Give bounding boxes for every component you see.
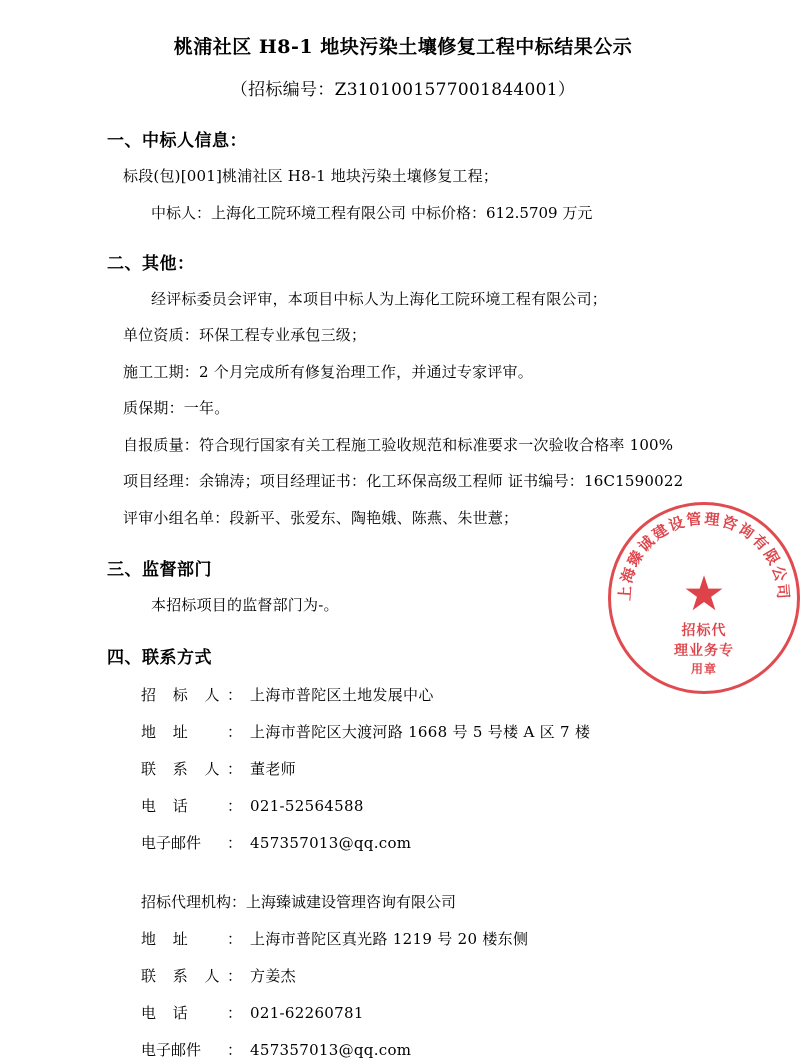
page-title: 桃浦社区 H8-1 地块污染土壤修复工程中标结果公示 (173, 36, 633, 58)
seal-line-3: 用章 (690, 662, 717, 676)
contact-label: 电子邮件 (141, 833, 202, 852)
lot-package-line: 标段(包)[001]桃浦社区 H8-1 地块污染土壤修复工程； (123, 167, 499, 185)
agency-row-email (141, 1039, 751, 1060)
agency-row-person (141, 965, 751, 986)
agency-row-phone (141, 1002, 751, 1023)
section-heading-supervision: 三、监督部门 (107, 560, 212, 580)
seal-star-icon: ★ (682, 566, 726, 622)
tender-number: （招标编号：Z3101001577001844001） (230, 80, 576, 100)
agency-separator: ： (227, 966, 243, 985)
agency-row-address (141, 928, 751, 949)
contact-value: 上海市普陀区土地发展中心 (250, 685, 434, 704)
other-line-3: 施工工期：2 个月完成所有修复治理工作，并通过专家评审。 (123, 362, 533, 381)
agency-separator: ： (227, 1003, 243, 1022)
other-line-7: 评审小组名单：段新平、张爱东、陶艳娥、陈燕、朱世薏； (123, 508, 519, 527)
agency-label: 联 系 人 (141, 966, 226, 985)
supervision-line: 本招标项目的监督部门为-。 (151, 596, 339, 614)
winner-label: 中标人： (151, 203, 212, 222)
contact-label: 地 址 (141, 722, 194, 741)
seal-line-2: 理业务专 (674, 643, 734, 659)
section-heading-contact: 四、联系方式 (107, 647, 212, 668)
agency-value: 021-62260781 (250, 1003, 364, 1022)
agency-separator: ： (227, 1040, 243, 1059)
agency-label: 地 址 (141, 929, 194, 948)
contact-separator: ： (227, 722, 243, 741)
contact-value: 021-52564588 (250, 796, 364, 815)
contact-row-person (141, 758, 751, 779)
price-value: 612.5709 万元 (486, 203, 593, 222)
contact-label: 电 话 (141, 796, 194, 815)
contact-separator: ： (227, 759, 243, 778)
contact-value: 上海市普陀区大渡河路 1668 号 5 号楼 A 区 7 楼 (250, 722, 591, 741)
price-label: 中标价格： (411, 203, 487, 222)
section-heading-winner: 一、中标人信息： (107, 131, 247, 151)
contact-row-email (141, 832, 751, 853)
contact-separator: ： (227, 685, 243, 704)
seal-arc-label: 上海臻诚建设管理咨询有限公司 (615, 509, 793, 602)
agency-value: 方姜杰 (250, 966, 296, 985)
contact-value: 董老师 (250, 759, 296, 778)
winner-value: 上海化工院环境工程有限公司 (211, 203, 407, 222)
agency-name-line: 招标代理机构：上海臻诚建设管理咨询有限公司 (141, 892, 457, 911)
contact-separator: ： (227, 833, 243, 852)
section-heading-other: 二、其他： (107, 253, 195, 274)
winner-price-row (151, 202, 751, 223)
contact-separator: ： (227, 796, 243, 815)
contact-value: 457357013@qq.com (250, 833, 412, 852)
winner-field (151, 202, 411, 223)
contact-row-address (141, 721, 751, 742)
agency-value: 上海市普陀区真光路 1219 号 20 楼东侧 (250, 929, 529, 948)
other-line-1: 经评标委员会评审，本项目中标人为上海化工院环境工程有限公司； (151, 289, 608, 308)
other-line-4: 质保期：一年。 (123, 399, 230, 417)
other-line-2: 单位资质：环保工程专业承包三级； (123, 326, 367, 344)
agency-contact-block (55, 891, 751, 1060)
agency-label: 电子邮件 (141, 1040, 202, 1059)
seal-line-1: 招标代 (681, 623, 727, 639)
contact-row-tenderer (141, 684, 751, 705)
contact-label: 招 标 人 (141, 685, 226, 704)
agency-label: 电 话 (141, 1003, 194, 1022)
agency-value: 457357013@qq.com (250, 1040, 412, 1059)
other-line-5: 自报质量：符合现行国家有关工程施工验收规范和标准要求一次验收合格率 100% (123, 435, 674, 454)
other-line-6: 项目经理：余锦涛；项目经理证书：化工环保高级工程师 证书编号：16C1590022 (123, 472, 684, 490)
agency-separator: ： (227, 929, 243, 948)
contact-label: 联 系 人 (141, 759, 226, 778)
contact-row-phone (141, 795, 751, 816)
price-field (411, 202, 592, 223)
